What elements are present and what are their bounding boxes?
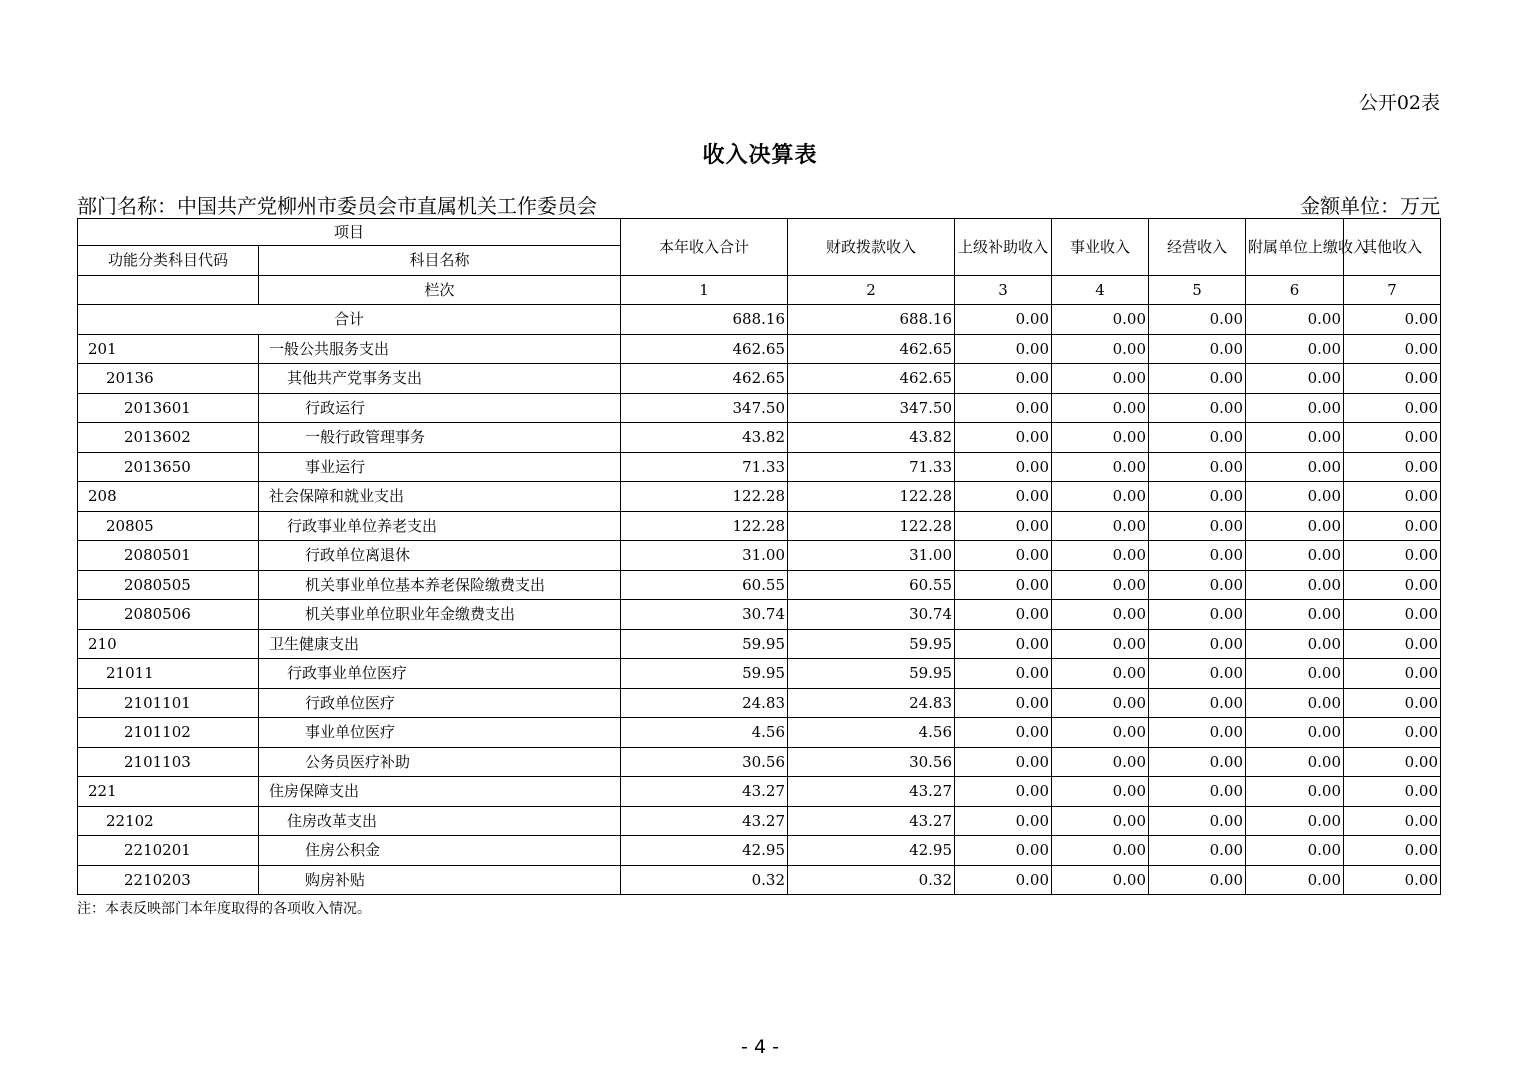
amount-cell: 0.00: [1344, 777, 1441, 807]
amount-cell: 0.00: [1344, 393, 1441, 423]
amount-cell: 0.00: [955, 777, 1052, 807]
subject-code: 22102: [78, 806, 259, 836]
amount-cell: 4.56: [621, 718, 788, 748]
amount-cell: 0.00: [1052, 629, 1149, 659]
amount-cell: 0.00: [1344, 511, 1441, 541]
subject-name: 行政事业单位养老支出: [259, 511, 621, 541]
amount-cell: 0.00: [955, 747, 1052, 777]
subject-code: 20136: [78, 364, 259, 394]
amount-cell: 0.00: [1344, 364, 1441, 394]
amount-cell: 59.95: [621, 629, 788, 659]
amount-cell: 0.00: [1052, 688, 1149, 718]
amount-cell: 0.00: [1149, 718, 1246, 748]
amount-cell: 0.00: [1246, 452, 1344, 482]
amount-cell: 347.50: [621, 393, 788, 423]
amount-unit-label: 金额单位：万元: [1300, 194, 1440, 218]
header-upper-subsidy: 上级补助收入: [955, 219, 1052, 276]
subject-code: 208: [78, 482, 259, 512]
total-value: 0.00: [1246, 305, 1344, 335]
amount-cell: 60.55: [788, 570, 955, 600]
header-affiliated-income: 附属单位上缴收入: [1246, 219, 1344, 276]
amount-cell: 0.00: [1344, 423, 1441, 453]
table-note: 注：本表反映部门本年度取得的各项收入情况。: [77, 901, 371, 917]
amount-cell: 0.00: [1246, 423, 1344, 453]
header-function-code: 功能分类科目代码: [78, 246, 259, 276]
table-row: [78, 452, 1441, 482]
total-value: 0.00: [1149, 305, 1246, 335]
amount-cell: 30.74: [788, 600, 955, 630]
subject-name: 一般行政管理事务: [259, 423, 621, 453]
subject-code: 221: [78, 777, 259, 807]
amount-cell: 0.00: [1246, 482, 1344, 512]
amount-cell: 59.95: [621, 659, 788, 689]
table-row: [78, 364, 1441, 394]
subject-name: 购房补贴: [259, 865, 621, 895]
amount-cell: 0.00: [1052, 659, 1149, 689]
amount-cell: 0.00: [955, 364, 1052, 394]
amount-cell: 0.00: [1344, 836, 1441, 866]
column-number: 5: [1149, 275, 1246, 305]
table-row: [78, 777, 1441, 807]
amount-cell: 0.00: [1052, 423, 1149, 453]
amount-cell: 0.00: [1149, 806, 1246, 836]
header-other-income: 其他收入: [1344, 219, 1441, 276]
amount-cell: 0.00: [1149, 836, 1246, 866]
amount-cell: 0.00: [1246, 570, 1344, 600]
total-label: 合计: [78, 305, 621, 335]
subject-code: 210: [78, 629, 259, 659]
amount-cell: 0.00: [1149, 482, 1246, 512]
column-number: 6: [1246, 275, 1344, 305]
page-title: 收入决算表: [702, 142, 818, 168]
subject-code: 2013601: [78, 393, 259, 423]
column-order-row: [78, 275, 1441, 305]
amount-cell: 31.00: [621, 541, 788, 571]
subject-name: 事业运行: [259, 452, 621, 482]
amount-cell: 0.00: [1052, 718, 1149, 748]
subject-name: 住房保障支出: [259, 777, 621, 807]
amount-cell: 0.00: [955, 482, 1052, 512]
department-label: 部门名称：中国共产党柳州市委员会市直属机关工作委员会: [77, 194, 597, 218]
amount-cell: 0.00: [1344, 659, 1441, 689]
header-item: 项目: [78, 219, 621, 246]
total-value: 688.16: [788, 305, 955, 335]
subject-code: 2101103: [78, 747, 259, 777]
amount-cell: 30.56: [621, 747, 788, 777]
column-number: 2: [788, 275, 955, 305]
amount-cell: 60.55: [621, 570, 788, 600]
amount-cell: 0.00: [955, 600, 1052, 630]
amount-cell: 122.28: [788, 511, 955, 541]
amount-cell: 0.00: [1052, 747, 1149, 777]
amount-cell: 0.00: [1246, 806, 1344, 836]
amount-cell: 0.00: [1149, 570, 1246, 600]
amount-cell: 0.00: [955, 836, 1052, 866]
amount-cell: 0.00: [1052, 600, 1149, 630]
table-row: [78, 511, 1441, 541]
amount-cell: 0.00: [1246, 747, 1344, 777]
amount-cell: 462.65: [788, 334, 955, 364]
amount-cell: 0.00: [1149, 600, 1246, 630]
amount-cell: 71.33: [788, 452, 955, 482]
amount-cell: 462.65: [788, 364, 955, 394]
amount-cell: 0.00: [955, 511, 1052, 541]
amount-cell: 0.00: [1246, 334, 1344, 364]
subject-name: 机关事业单位职业年金缴费支出: [259, 600, 621, 630]
amount-cell: 0.00: [1344, 718, 1441, 748]
amount-cell: 347.50: [788, 393, 955, 423]
subject-name: 住房公积金: [259, 836, 621, 866]
amount-cell: 0.00: [1052, 541, 1149, 571]
amount-cell: 0.00: [1149, 865, 1246, 895]
subject-code: 2080505: [78, 570, 259, 600]
amount-cell: 24.83: [621, 688, 788, 718]
table-row: [78, 570, 1441, 600]
amount-cell: 30.56: [788, 747, 955, 777]
table-row: [78, 423, 1441, 453]
amount-cell: 0.00: [1149, 364, 1246, 394]
income-final-accounts-table: [77, 218, 1441, 895]
amount-cell: 0.00: [955, 806, 1052, 836]
amount-cell: 0.00: [1052, 777, 1149, 807]
table-row: [78, 747, 1441, 777]
amount-cell: 0.00: [1149, 629, 1246, 659]
table-row: [78, 836, 1441, 866]
amount-cell: 0.00: [1344, 806, 1441, 836]
amount-cell: 0.00: [1246, 541, 1344, 571]
amount-cell: 43.27: [788, 806, 955, 836]
amount-cell: 0.00: [955, 718, 1052, 748]
amount-cell: 43.82: [621, 423, 788, 453]
total-value: 0.00: [1344, 305, 1441, 335]
subject-name: 行政单位医疗: [259, 688, 621, 718]
header-business-income: 经营收入: [1149, 219, 1246, 276]
amount-cell: 462.65: [621, 364, 788, 394]
amount-cell: 43.27: [621, 777, 788, 807]
form-number: 公开02表: [1358, 92, 1440, 114]
amount-cell: 0.00: [1052, 482, 1149, 512]
subject-name: 公务员医疗补助: [259, 747, 621, 777]
subject-name: 行政事业单位医疗: [259, 659, 621, 689]
header-total-income: 本年收入合计: [621, 219, 788, 276]
amount-cell: 0.00: [1246, 836, 1344, 866]
total-value: 688.16: [621, 305, 788, 335]
subject-code: 20805: [78, 511, 259, 541]
amount-cell: 42.95: [788, 836, 955, 866]
amount-cell: 0.00: [1149, 541, 1246, 571]
amount-cell: 0.00: [1246, 777, 1344, 807]
total-row: [78, 305, 1441, 335]
subject-name: 行政单位离退休: [259, 541, 621, 571]
amount-cell: 0.00: [955, 393, 1052, 423]
column-number: 4: [1052, 275, 1149, 305]
amount-cell: 0.00: [1246, 659, 1344, 689]
table-row: [78, 718, 1441, 748]
header-career-income: 事业收入: [1052, 219, 1149, 276]
amount-cell: 0.00: [955, 570, 1052, 600]
amount-cell: 0.00: [955, 423, 1052, 453]
amount-cell: 0.00: [1052, 393, 1149, 423]
amount-cell: 0.00: [1052, 511, 1149, 541]
amount-cell: 59.95: [788, 659, 955, 689]
subject-name: 一般公共服务支出: [259, 334, 621, 364]
subject-name: 机关事业单位基本养老保险缴费支出: [259, 570, 621, 600]
subject-name: 行政运行: [259, 393, 621, 423]
total-value: 0.00: [1052, 305, 1149, 335]
amount-cell: 30.74: [621, 600, 788, 630]
amount-cell: 0.00: [955, 688, 1052, 718]
table-row: [78, 600, 1441, 630]
amount-cell: 122.28: [788, 482, 955, 512]
column-number: 7: [1344, 275, 1441, 305]
subject-code: 2080501: [78, 541, 259, 571]
table-row: [78, 806, 1441, 836]
table-row: [78, 659, 1441, 689]
amount-cell: 0.00: [1344, 747, 1441, 777]
header-subject-name: 科目名称: [259, 246, 621, 276]
amount-cell: 0.00: [1052, 452, 1149, 482]
subject-code: 2101102: [78, 718, 259, 748]
subject-code: 2080506: [78, 600, 259, 630]
amount-cell: 0.00: [1344, 600, 1441, 630]
column-order-label: 栏次: [259, 275, 621, 305]
amount-cell: 0.00: [1052, 836, 1149, 866]
header-fiscal-appropriation: 财政拨款收入: [788, 219, 955, 276]
amount-cell: 0.00: [1246, 511, 1344, 541]
amount-cell: 0.00: [1344, 452, 1441, 482]
table-row: [78, 482, 1441, 512]
page-number: - 4 -: [741, 1036, 779, 1058]
amount-cell: 0.00: [1344, 570, 1441, 600]
column-order-blank: [78, 275, 259, 305]
total-value: 0.00: [955, 305, 1052, 335]
amount-cell: 0.00: [955, 334, 1052, 364]
amount-cell: 0.00: [1149, 511, 1246, 541]
column-number: 1: [621, 275, 788, 305]
amount-cell: 0.00: [1149, 777, 1246, 807]
subject-code: 2210203: [78, 865, 259, 895]
subject-name: 卫生健康支出: [259, 629, 621, 659]
amount-cell: 122.28: [621, 482, 788, 512]
amount-cell: 4.56: [788, 718, 955, 748]
amount-cell: 0.00: [955, 659, 1052, 689]
amount-cell: 0.00: [955, 865, 1052, 895]
amount-cell: 0.00: [1149, 659, 1246, 689]
subject-name: 事业单位医疗: [259, 718, 621, 748]
amount-cell: 43.27: [621, 806, 788, 836]
amount-cell: 71.33: [621, 452, 788, 482]
amount-cell: 0.00: [1052, 364, 1149, 394]
amount-cell: 0.00: [1344, 482, 1441, 512]
subject-name: 社会保障和就业支出: [259, 482, 621, 512]
amount-cell: 0.00: [955, 452, 1052, 482]
header-row-1: [78, 219, 1441, 246]
amount-cell: 59.95: [788, 629, 955, 659]
subject-code: 2210201: [78, 836, 259, 866]
subject-name: 住房改革支出: [259, 806, 621, 836]
column-number: 3: [955, 275, 1052, 305]
amount-cell: 43.27: [788, 777, 955, 807]
amount-cell: 24.83: [788, 688, 955, 718]
amount-cell: 0.00: [1246, 718, 1344, 748]
amount-cell: 0.00: [1246, 600, 1344, 630]
subject-code: 201: [78, 334, 259, 364]
amount-cell: 0.00: [1052, 570, 1149, 600]
amount-cell: 0.00: [1246, 393, 1344, 423]
table-row: [78, 334, 1441, 364]
amount-cell: 0.00: [1052, 806, 1149, 836]
amount-cell: 0.00: [955, 629, 1052, 659]
amount-cell: 0.00: [1149, 688, 1246, 718]
table-row: [78, 688, 1441, 718]
amount-cell: 0.00: [1344, 865, 1441, 895]
amount-cell: 462.65: [621, 334, 788, 364]
amount-cell: 0.00: [1149, 747, 1246, 777]
amount-cell: 0.32: [621, 865, 788, 895]
table-row: [78, 865, 1441, 895]
amount-cell: 0.00: [1246, 688, 1344, 718]
amount-cell: 0.00: [1149, 393, 1246, 423]
amount-cell: 122.28: [621, 511, 788, 541]
amount-cell: 0.00: [1149, 452, 1246, 482]
table-row: [78, 541, 1441, 571]
table-row: [78, 393, 1441, 423]
amount-cell: 0.00: [1052, 334, 1149, 364]
amount-cell: 0.00: [1052, 865, 1149, 895]
amount-cell: 0.00: [1344, 334, 1441, 364]
amount-cell: 42.95: [621, 836, 788, 866]
amount-cell: 0.00: [1344, 541, 1441, 571]
amount-cell: 43.82: [788, 423, 955, 453]
amount-cell: 0.00: [1246, 865, 1344, 895]
amount-cell: 31.00: [788, 541, 955, 571]
amount-cell: 0.00: [1246, 629, 1344, 659]
subject-code: 2013650: [78, 452, 259, 482]
amount-cell: 0.00: [1246, 364, 1344, 394]
table-row: [78, 629, 1441, 659]
subject-code: 2101101: [78, 688, 259, 718]
subject-name: 其他共产党事务支出: [259, 364, 621, 394]
amount-cell: 0.00: [1149, 423, 1246, 453]
subject-code: 21011: [78, 659, 259, 689]
amount-cell: 0.00: [1344, 629, 1441, 659]
amount-cell: 0.00: [1149, 334, 1246, 364]
amount-cell: 0.00: [1344, 688, 1441, 718]
amount-cell: 0.32: [788, 865, 955, 895]
subject-code: 2013602: [78, 423, 259, 453]
amount-cell: 0.00: [955, 541, 1052, 571]
